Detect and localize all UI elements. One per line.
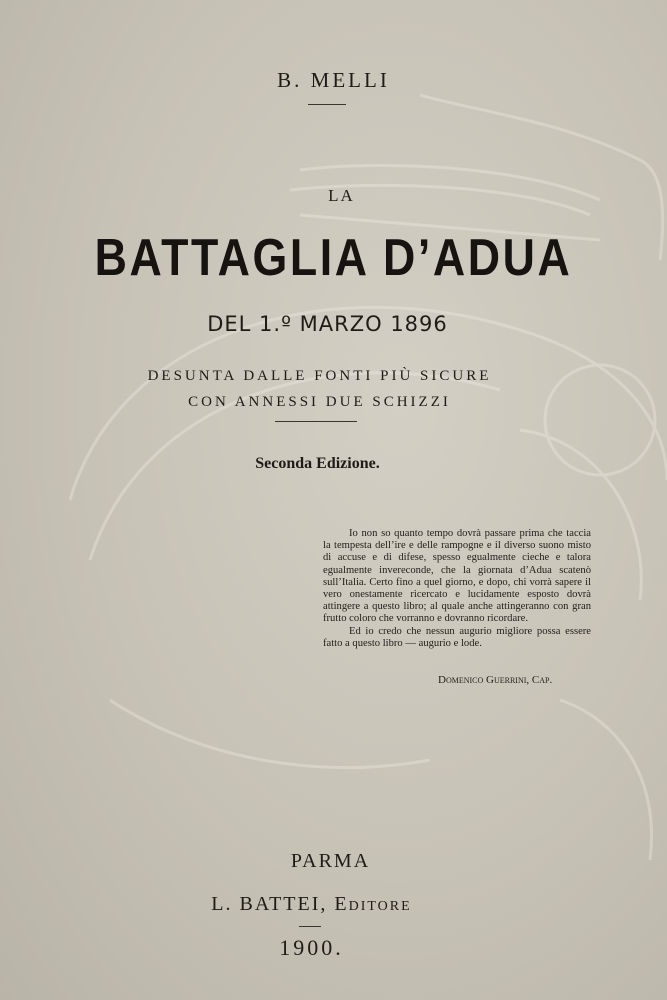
subtitle-line-2: CON ANNESSI DUE SCHIZZI bbox=[188, 394, 451, 410]
main-title: BATTAGLIA D’ADUA bbox=[94, 229, 573, 287]
author-name: B. MELLI bbox=[277, 68, 390, 92]
divider-rule bbox=[308, 104, 346, 105]
epigraph-signature: Domenico Guerrini, Cap. bbox=[438, 674, 553, 686]
edition-label: Seconda Edizione. bbox=[255, 455, 380, 472]
imprint-place: PARMA bbox=[290, 850, 371, 872]
divider-rule bbox=[299, 926, 321, 927]
epigraph-paragraph: Io non so quanto tempo dovrà passare prima che taccia la tempesta dell’ire e delle rampogne e il diverso suono misto di accuse e di difese, spesso egualmente cieche e talora egualmente inverecondе, che la giornata d’Adua scatenò sull’Italia. Certo fino a quel giorno, e dopo, chi vorrà sapere il vero onestamente ricercato e lucidamente esposto dovrà attingere a questo libro; al quale anche attingeranno con gran frutto coloro che vorranno e dovranno ricordare. bbox=[323, 528, 591, 625]
imprint-year: 1900. bbox=[279, 935, 344, 960]
title-article: LA bbox=[328, 186, 355, 205]
epigraph bbox=[323, 528, 591, 650]
epigraph-paragraph: Ed io credo che nessun augurio migliore possa essere fatto a questo libro — augurio e lode. bbox=[323, 625, 591, 649]
imprint-publisher: L. BATTEI, Editore bbox=[211, 893, 412, 915]
subtitle-line-1: DESUNTA DALLE FONTI PIÙ SICURE bbox=[147, 368, 492, 384]
title-date: DEL 1.º MARZO 1896 bbox=[207, 312, 448, 336]
divider-rule bbox=[275, 421, 357, 422]
